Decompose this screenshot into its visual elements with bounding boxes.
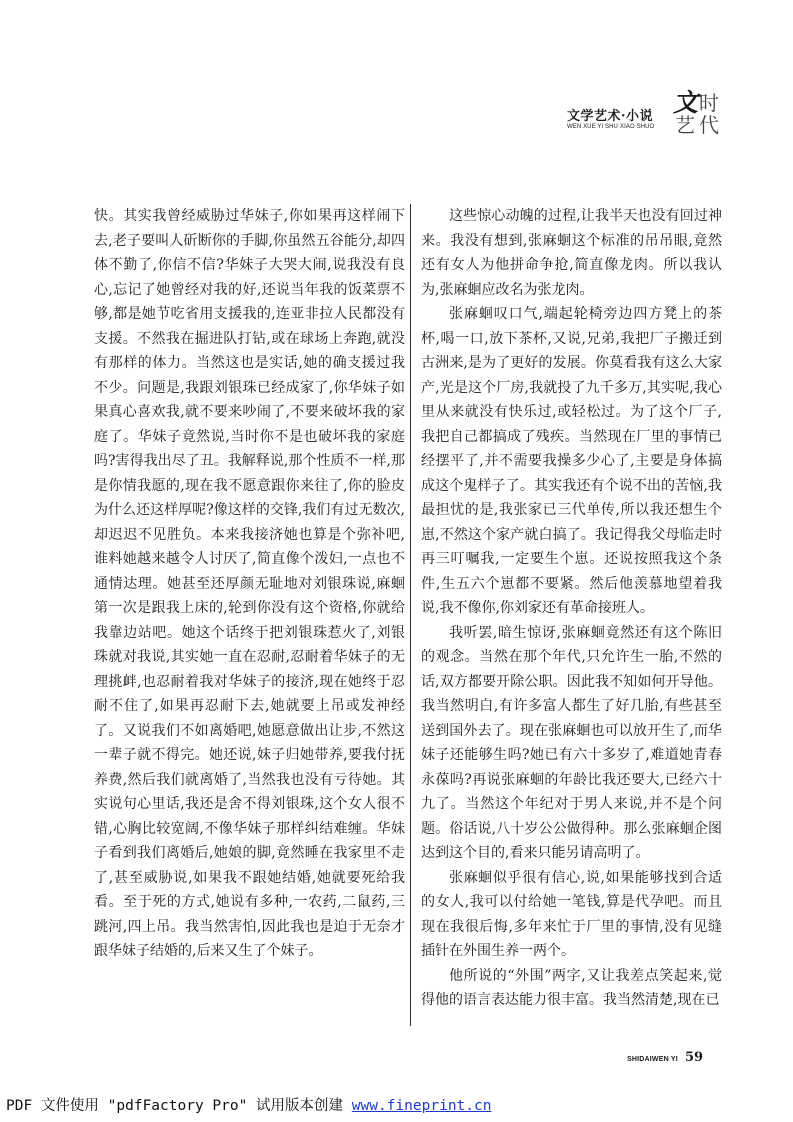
- pdf-creator-notice: [6, 1094, 491, 1115]
- right-paragraph-1: 这些惊心动魄的过程,让我半天也没有回过神来。我没有想到,张麻蛔这个标准的吊吊眼,竟然还有女人为他拼命争抢,简直像龙肉。所以我认为,张麻蛔应改名为张龙肉。: [421, 208, 722, 298]
- logo-char-shi: 时: [699, 91, 719, 115]
- fineprint-link[interactable]: www.fineprint.cn: [351, 1098, 492, 1114]
- logo-char-wen: 文: [673, 88, 699, 117]
- left-text-column: [94, 204, 405, 964]
- right-paragraph-5: 他所说的“外围”两字,又让我差点笑起来,觉得他的语言表达能力很丰富。我当然清楚,现在已: [421, 967, 722, 1008]
- page-folio: [627, 1046, 703, 1065]
- section-pinyin: WEN XUE YI SHU·XIAO SHUO: [567, 124, 655, 130]
- column-divider: [410, 204, 411, 1026]
- right-text-column: [421, 204, 722, 1013]
- section-title: 文学艺术·小说: [567, 109, 654, 124]
- page-number: 59: [684, 1050, 704, 1065]
- right-paragraph-3: 我听罢,暗生惊讶,张麻蛔竟然还有这个陈旧的观念。当然在那个年代,只允许生一胎,不然的话,双方都要开除公职。因此我不知如何开导他。我当然明白,有许多富人都生了好几胎,有些甚至送到国外去了。现在张麻蛔也可以放开生了,而华妹子还能够生吗?她已有六十多岁了,难道她青春永葆吗?再说张麻蛔的年龄比我还要大,已经六十九了。当然这个年纪对于男人来说,并不是个问题。俗话说,八十岁公公做得种。那么张麻蛔企图达到这个目的,看来只能另请高明了。: [421, 624, 722, 861]
- folio-label: SHIDAIWEN YI: [627, 1056, 678, 1063]
- right-paragraph-2: 张麻蛔叹口气,端起轮椅旁边四方凳上的茶杯,喝一口,放下茶杯,又说,兄弟,我把厂子搬迁到古洲来,是为了更好的发展。你莫看我有这么大家产,光是这个厂房,我就投了九千多万,其实呢,我心里从来就没有快乐过,或轻松过。为了这个厂子,我把自己都搞成了残疾。当然现在厂里的事情已经摆平了,并不需要我操多少心了,主要是身体搞成这个鬼样子了。其实我还有个说不出的苦恼,我最担忧的是,我张家已三代单传,所以我还想生个崽,不然这个家产就白搞了。我记得我父母临走时再三叮嘱我,一定要生个崽。还说按照我这个条件,生五六个崽都不要紧。然后他羡慕地望着我说,我不像你,你刘家还有革命接班人。: [421, 306, 722, 616]
- magazine-logo: [673, 90, 721, 136]
- logo-char-yi: 艺: [675, 113, 695, 137]
- logo-char-dai: 代: [699, 113, 719, 137]
- pdf-notice-text: PDF 文件使用 "pdfFactory Pro" 试用版本创建: [6, 1098, 352, 1114]
- right-paragraph-4: 张麻蛔似乎很有信心,说,如果能够找到合适的女人,我可以付给她一笔钱,算是代孕吧。而且现在我很后悔,多年来忙于厂里的事情,没有见缝插针在外围生养一两个。: [421, 869, 722, 959]
- left-paragraph: 快。其实我曾经威胁过华妹子,你如果再这样闹下去,老子要叫人斫断你的手脚,你虽然五谷能分,却四体不勤了,你信不信?华妹子大哭大闹,说我没有良心,忘记了她曾经对我的好,还说当年我的饭菜票不够,都是她节吃省用支援我的,连亚非拉人民都没有支援。不然我在掘进队打钻,或在球场上奔跑,就没有那样的体力。当然这也是实话,她的确支援过我不少。问题是,我跟刘银珠已经成家了,你华妹子如果真心喜欢我,就不要来吵闹了,不要来破坏我的家庭了。华妹子竟然说,当时你不是也破坏我的家庭吗?害得我出尽了丑。我解释说,那个性质不一样,那是你情我愿的,现在我不愿意跟你来往了,你的脸皮为什么还这样厚呢?像这样的交锋,我们有过无数次,却迟迟不见胜负。本来我接济她也算是个弥补吧,谁料她越来越令人讨厌了,简直像个泼妇,一点也不通情达理。她甚至还厚颜无耻地对刘银珠说,麻蛔第一次是跟我上床的,轮到你没有这个资格,你就给我靠边站吧。她这个话终于把刘银珠惹火了,刘银珠就对我说,其实她一直在忍耐,忍耐着华妹子的无理挑衅,也忍耐着我对华妹子的接济,现在她终于忍耐不住了,如果再忍耐下去,她就要上吊或发神经了。又说我们不如离婚吧,她愿意做出让步,不然这一辈子就不得完。她还说,妹子归她带养,要我付抚养费,然后我们就离婚了,当然我也没有亏待她。其实说句心里话,我还是舍不得刘银珠,这个女人很不错,心胸比较宽阔,不像华妹子那样纠结难缠。华妹子看到我们离婚后,她娘的脚,竟然睡在我家里不走了,甚至威胁说,如果我不跟她结婚,她就要死给我看。至于死的方式,她说有多种,一农药,二鼠药,三跳河,四上吊。我当然害怕,因此我也是迫于无奈才跟华妹子结婚的,后来又生了个妹子。: [94, 208, 405, 959]
